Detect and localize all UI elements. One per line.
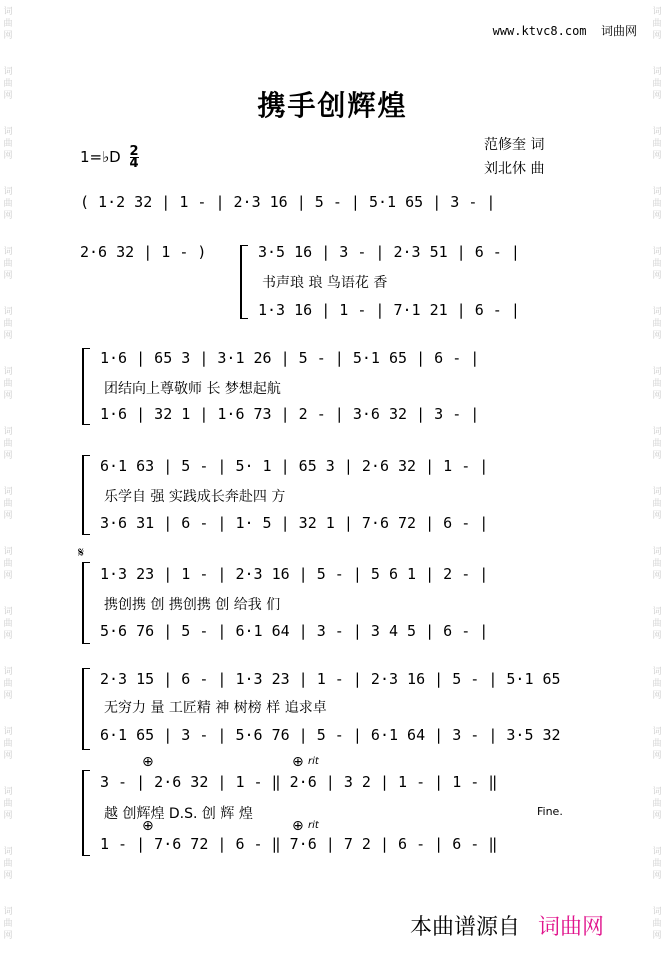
- row4-upper: 1·3 23 | 1 - | 2·3 16 | 5 - | 5 6 1 | 2 - |: [100, 565, 489, 583]
- brace-row6: [82, 770, 90, 856]
- footer-source[interactable]: [410, 910, 604, 941]
- site-name[interactable]: 词曲网: [600, 24, 637, 38]
- rit-upper: rit: [308, 756, 319, 767]
- key-text: 1=♭D: [80, 148, 121, 166]
- row3-upper: 6·1 63 | 5 - | 5· 1 | 65 3 | 2·6 32 | 1 - |: [100, 457, 489, 475]
- row2-lower: 1·6 | 32 1 | 1·6 73 | 2 - | 3·6 32 | 3 - |: [100, 405, 480, 423]
- coda-sign-upper: ⊕: [142, 754, 154, 770]
- time-signature: [130, 146, 139, 169]
- song-title: 携手创辉煌: [257, 89, 408, 122]
- footer-source-text: 本曲谱源自: [410, 915, 521, 940]
- composer-credit: 刘北休 曲: [484, 161, 545, 177]
- rit-lower: rit: [308, 820, 319, 831]
- brace-row3: [82, 455, 90, 535]
- key-signature: [80, 146, 139, 169]
- watermark-right: 词 曲 网 词 曲 网 词 曲 网 词 曲 网 词 曲 网 词 曲 网 词 曲 网 词 曲 网 词 曲 网 词 曲 网 词 曲 网 词 曲 网 词 曲 网 词 曲 网 词 曲 网 词 曲 网: [652, 7, 662, 941]
- time-top: 2: [129, 144, 139, 159]
- row1-lyric: 书声琅 琅 鸟语花 香: [262, 275, 388, 291]
- row5-lyric: 无穷力 量 工匠精 神 树榜 样 追求卓: [104, 700, 327, 716]
- coda-sign-lower-2: ⊕: [292, 818, 304, 834]
- coda-sign-lower: ⊕: [142, 818, 154, 834]
- brace-row4: [82, 562, 90, 644]
- row3-lyric: 乐学自 强 实践成长奔赴四 方: [104, 489, 286, 505]
- row2-lyric: 团结向上尊敬师 长 梦想起航: [104, 381, 281, 397]
- site-url-text[interactable]: www.ktvc8.com: [492, 24, 587, 38]
- row1-upper: 3·5 16 | 3 - | 2·3 51 | 6 - |: [258, 243, 520, 261]
- coda-sign-upper-2: ⊕: [292, 754, 304, 770]
- row6-upper: 3 - | 2·6 32 | 1 - ‖ 2·6 | 3 2 | 1 - | 1 - ‖: [100, 773, 498, 791]
- row6-lower: 1 - | 7·6 72 | 6 - ‖ 7·6 | 7 2 | 6 - | 6 - ‖: [100, 835, 498, 853]
- site-url[interactable]: [493, 22, 637, 39]
- lyricist-credit: 范修奎 词: [484, 137, 545, 153]
- row3-lower: 3·6 31 | 6 - | 1· 5 | 32 1 | 7·6 72 | 6 - |: [100, 514, 489, 532]
- watermark-left: 词 曲 网 词 曲 网 词 曲 网 词 曲 网 词 曲 网 词 曲 网 词 曲 网 词 曲 网 词 曲 网 词 曲 网 词 曲 网 词 曲 网 词 曲 网 词 曲 网 词 曲 网 词 曲 网: [3, 7, 13, 941]
- footer-brand[interactable]: 词曲网: [538, 915, 605, 940]
- brace-row2: [82, 348, 90, 425]
- row2-upper: 1·6 | 65 3 | 3·1 26 | 5 - | 5·1 65 | 6 - |: [100, 349, 480, 367]
- row5-lower: 6·1 65 | 3 - | 5·6 76 | 5 - | 6·1 64 | 3 - | 3·5 32: [100, 726, 561, 744]
- time-bottom: 4: [129, 156, 139, 171]
- row1-lower: 1·3 16 | 1 - | 7·1 21 | 6 - |: [258, 301, 520, 319]
- brace-row1: [240, 245, 248, 319]
- row4-lyric: 携创携 创 携创携 创 给我 们: [104, 597, 281, 613]
- row6-lyric: 越 创辉煌 D.S. 创 辉 煌: [104, 806, 253, 822]
- row5-upper: 2·3 15 | 6 - | 1·3 23 | 1 - | 2·3 16 | 5 - | 5·1 65: [100, 670, 561, 688]
- row4-lower: 5·6 76 | 5 - | 6·1 64 | 3 - | 3 4 5 | 6 - |: [100, 622, 489, 640]
- intro-row: ( 1·2 32 | 1 - | 2·3 16 | 5 - | 5·1 65 | 3 - |: [80, 193, 496, 211]
- brace-row5: [82, 668, 90, 750]
- row1-intro: 2·6 32 | 1 - ): [80, 243, 207, 261]
- segno-sign: 𝄋: [78, 545, 85, 561]
- fine-mark: Fine.: [537, 805, 563, 818]
